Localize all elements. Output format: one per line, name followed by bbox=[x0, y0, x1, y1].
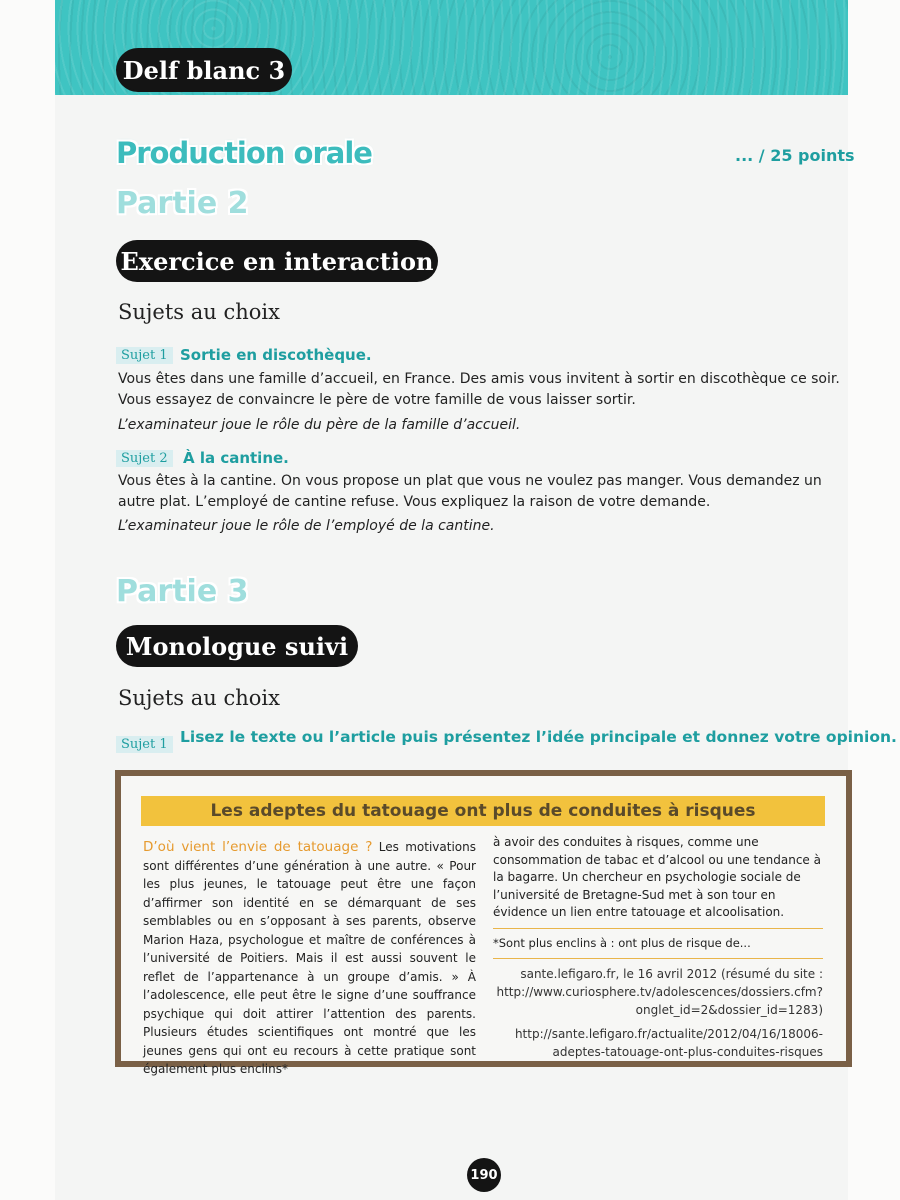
article-source: sante.lefigaro.fr, le 16 avril 2012 (résumé du site : http://www.curiosphere.tv/adolescences/dossiers.cfm?onglet_id=2&dossier_id=1283) bbox=[496, 967, 823, 1017]
subjects-heading: Sujets au choix bbox=[118, 686, 280, 710]
sujet-note: L’examinateur joue le rôle de l’employé de la cantine. bbox=[118, 518, 495, 534]
article-box bbox=[115, 770, 852, 1076]
divider bbox=[493, 958, 823, 959]
delf-badge: Delf blanc 3 bbox=[118, 50, 290, 90]
sujet-tag: Sujet 1 bbox=[116, 347, 173, 364]
article-source-url: http://sante.lefigaro.fr/actualite/2012/04/16/18006-adeptes-tatouage-ont-plus-conduites-risques bbox=[514, 1027, 823, 1059]
sujet-note: L’examinateur joue le rôle du père de la famille d’accueil. bbox=[118, 417, 521, 433]
points-label: ... / 25 points bbox=[735, 146, 855, 165]
sujet-title: Sortie en discothèque. bbox=[180, 346, 372, 364]
sujet-title: À la cantine. bbox=[183, 449, 289, 467]
exercise-title-monologue: Monologue suivi bbox=[118, 627, 356, 665]
article-lead: D’où vient l’envie de tatouage ? bbox=[143, 839, 373, 855]
sujet-text: Vous êtes à la cantine. On vous propose un plat que vous ne voulez pas manger. Vous demandez un autre plat. L’employé de cantine refuse. Vous expliquez la raison de votre demande. bbox=[118, 473, 822, 510]
page-margin-left bbox=[0, 0, 55, 1200]
section-title: Production orale bbox=[116, 136, 372, 170]
divider bbox=[493, 928, 823, 929]
article-left-text: Les motivations sont différentes d’une génération à une autre. « Pour les plus jeunes, le tatouage peut être une façon d’affirmer son identité en se démarquant de ses semblables ou en s’opposant à ses parents, observe Marion Haza, psychologue et maître de conférences à l’université de Poitiers. Mais il est aussi souvent le reflet de l’appartenance à un groupe d’amis. » À l’adolescence, elle peut être le signe d’une souffrance psychique qui doit attirer l’attention des parents. Plusieurs études scientifiques ont montré que les jeunes gens qui ont eu recours à cette pratique sont également plus enclins* bbox=[143, 840, 476, 1076]
article-footnote: *Sont plus enclins à : ont plus de risque de... bbox=[493, 935, 751, 950]
page-margin-right bbox=[848, 0, 900, 1200]
sujet-title: Lisez le texte ou l’article puis présentez l’idée principale et donnez votre opinion. bbox=[180, 728, 897, 746]
article-title: Les adeptes du tatouage ont plus de conduites à risques bbox=[141, 796, 825, 826]
article-right-text: à avoir des conduites à risques, comme une consommation de tabac et d’alcool ou une tendance à la bagarre. Un chercheur en psychologie sociale de l’université de Bretagne-Sud met à son tour en évidence un lien entre tatouage et alcoolisation. bbox=[493, 835, 821, 919]
partie-3-label: Partie 3 bbox=[116, 574, 249, 609]
sujet-tag: Sujet 1 bbox=[116, 736, 173, 753]
page-number: 190 bbox=[467, 1158, 501, 1192]
sujet-tag: Sujet 2 bbox=[116, 450, 173, 467]
article-left-column bbox=[143, 838, 476, 1079]
subjects-heading: Sujets au choix bbox=[118, 300, 280, 324]
exercise-title-interaction: Exercice en interaction bbox=[118, 242, 436, 280]
partie-2-label: Partie 2 bbox=[116, 186, 249, 221]
sujet-text: Vous êtes dans une famille d’accueil, en France. Des amis vous invitent à sortir en discothèque ce soir. Vous essayez de convaincre le père de votre famille de vous laisser sortir. bbox=[118, 371, 840, 408]
article-right-column bbox=[493, 834, 823, 1061]
